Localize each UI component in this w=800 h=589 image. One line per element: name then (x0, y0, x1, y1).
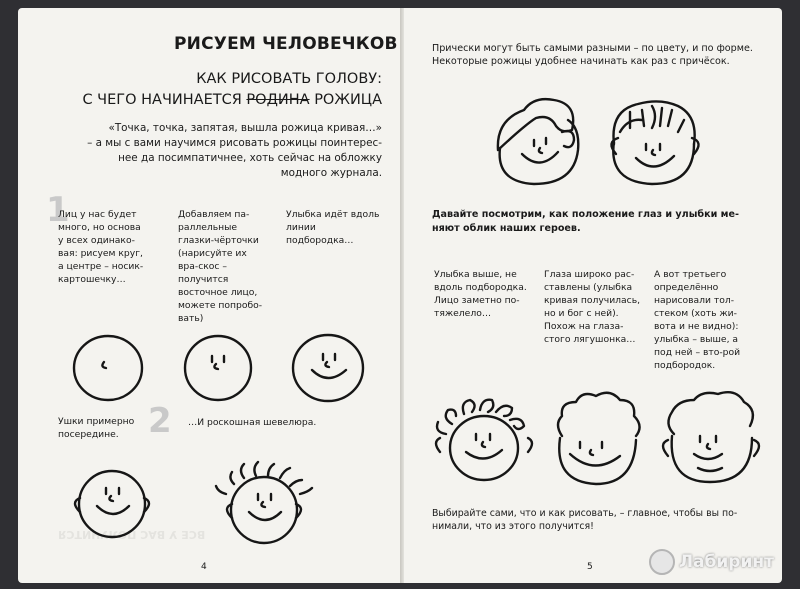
subtitle-struck-word: РОДИНА (246, 92, 310, 108)
page-number: 5 (587, 562, 593, 572)
face-double-chin (658, 390, 762, 490)
step-number: 2 (148, 401, 172, 441)
caption-eyes: Добавляем па-раллельные глазки-чёрточки (нарисуйте их вра-скос – получится восточное лицо, можете попробо-вать) (178, 209, 263, 324)
face-parted-hair (600, 92, 704, 192)
minotaur-logo-icon (649, 549, 675, 575)
page-title: РИСУЕМ ЧЕЛОВЕЧКОВ (174, 34, 398, 54)
face-side-bangs (488, 90, 588, 190)
right-page (404, 8, 782, 583)
face-step-smile (286, 328, 370, 410)
caption-smile: Улыбка идёт вдоль линии подбородка… (286, 209, 380, 246)
eyes-smile-note: Давайте посмотрим, как положение глаз и улыбки ме-няют облик наших героев. (432, 209, 739, 234)
page-number: 4 (201, 562, 207, 572)
intro-line: – а мы с вами научимся рисовать рожицы поинтерес- (87, 137, 382, 149)
caption-circle-nose: Лиц у нас будет много, но основа у всех одинако-вая: рисуем круг, а центре – носик-картошечку… (58, 209, 144, 285)
caption-hair: …И роскошная шевелюра. (188, 417, 317, 428)
face-step-nose (68, 330, 148, 410)
subtitle-line-2 (82, 90, 382, 111)
step-number: 1 (46, 190, 70, 230)
face-cloud-hair (544, 392, 644, 492)
left-page (18, 8, 402, 583)
intro-line: «Точка, точка, запятая, вышла рожица кривая…» (108, 122, 382, 134)
closing-remark: Выбирайте сами, что и как рисовать, – главное, чтобы вы по-нимали, что из этого получится! (432, 508, 738, 532)
bleed-through-text: ВСЕ У ВАС ПОЛУЧИТСЯ (58, 528, 206, 541)
intro-line: модного журнала. (280, 167, 382, 179)
face-step-hair (204, 448, 324, 558)
watermark (649, 549, 774, 575)
face-step-eyes (178, 330, 258, 410)
subtitle-pre: С ЧЕГО НАЧИНАЕТСЯ (82, 92, 242, 108)
caption-frog-face: Глаза широко рас-ставлены (улыбка кривая получилась, но и бог с ней). Похож на глаза-стого лягушонка… (544, 269, 641, 345)
face-curly-hair (430, 390, 534, 488)
intro-paragraph (87, 121, 382, 181)
face-step-ears (64, 460, 160, 550)
watermark-text: Лабиринт (678, 552, 774, 572)
caption-ears: Ушки примерно посередине. (58, 416, 135, 440)
hairstyles-intro: Прически могут быть самыми разными – по цвету, и по форме. Некоторые рожицы удобнее начинать как раз с причёсок. (432, 43, 753, 67)
subtitle-line-1: КАК РИСОВАТЬ ГОЛОВУ: (196, 71, 382, 87)
caption-heavy-face: Улыбка выше, не вдоль подбородка. Лицо заметно по-тяжелело… (434, 269, 527, 319)
subtitle-post: РОЖИЦА (314, 92, 382, 108)
caption-double-chin-face: А вот третьего определённо нарисовали тол-стеком (хоть жи-вота и не видно): улыбка – выше, а под ней – вто-рой подбородок. (654, 269, 741, 371)
intro-line: нее да посимпатичнее, хоть сейчас на обложку (118, 152, 382, 164)
